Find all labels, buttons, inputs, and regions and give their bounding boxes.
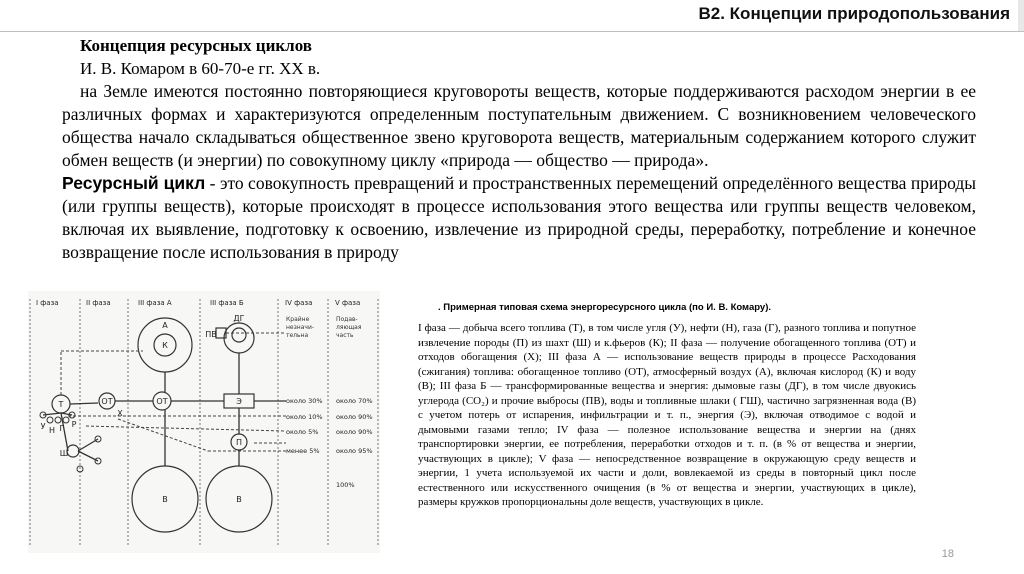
figure-caption-body: I фаза — добыча всего топлива (Т), в том числе угля (У), нефти (Н), газа (Г), разного топлива и попутное извлечение породы (П) из шахт (Ш) и к.фьеров (К); II фаза — получение обогащенного топлива (ОТ) и отходов обогащения (Х); III фаза А — использование веществ природы в процессе Расходования (сжигания) топлива: обогащенное топливо (ОТ), атмосферный воздух (А), включая кислород (К) и воду (В); III фаза Б — трансформированные вещества и энергия: дымовые газы (ДГ), в том числе двуокись углерода (CO₂) и прочие выбросы (ПВ), воды и топливные шлаки ( ГШ), частично загрязненная вода (В) с учетом потерь от испарения, инфильтрации и т. п., энергия (Э), включая отводимое с водой и дымовыми газами тепло; IV фаза — полезное использование вещества и энергии на (днях транспортировки энергии, ее потребления, переработки отходов и т. п. (в % от вещества и энергии, участвующих в цикле); V фаза — непосредственное возвращение в окружающую среду веществ и энергии, 1 учета используемой их части и доли, вовлекаемой из среды в повторный цикл после естественного или искусственного очищения (в % от вещества и энергии, участвующих в цикле), размеры кружков пропорциональны доле веществ, участвующих в цикле.	[418, 322, 916, 508]
row-4-v: около 95%	[336, 447, 373, 455]
header-divider	[0, 31, 1024, 32]
phase-header-1: I фаза	[36, 299, 59, 307]
node-v-left: В	[162, 495, 168, 504]
node-a: А	[162, 321, 168, 330]
row-5-v: 100%	[336, 481, 355, 489]
node-kh: Х	[117, 409, 123, 418]
node-n: Н	[48, 426, 56, 435]
circle-sh	[67, 445, 79, 457]
definition-paragraph	[62, 172, 976, 264]
phase-5-note: Подав-ляющая часть	[336, 316, 362, 339]
node-ot-2: ОТ	[156, 397, 168, 406]
row-2-iv: около 10%	[286, 413, 323, 421]
section-heading: Концепция ресурсных циклов	[80, 36, 312, 55]
row-1-v: около 70%	[336, 397, 373, 405]
phase-header-3a: III фаза А	[138, 299, 172, 307]
phase-header-2: II фаза	[86, 299, 111, 307]
author-line: И. В. Комаром в 60-70-е гг. ХХ в.	[80, 59, 321, 78]
node-p: П	[235, 438, 243, 447]
phase-header-3b: III фаза Б	[210, 299, 244, 307]
node-v-right: В	[236, 495, 242, 504]
node-u: У	[40, 422, 46, 431]
phase-header-4: IV фаза	[285, 299, 313, 307]
row-2-v: около 90%	[336, 413, 373, 421]
intro-paragraph: на Земле имеются постоянно повторяющиеся круговороты веществ, которые поддерживаются расходом энергии в ее различных формах и характеризуются определенным поступательным движением. С возникновением человеческого общества начало складываться общественное звено круговорота веществ, материальным содержанием которого служит обмен веществ (и энергии) по совокупному циклу «природа — общество — природа».	[62, 81, 976, 170]
row-1-iv: около 30%	[286, 397, 323, 405]
slide-title: В2. Концепции природопользования	[698, 4, 1010, 23]
page-number: 18	[941, 548, 954, 560]
phase-4-note: Крайне незначи-тельна	[286, 316, 315, 339]
node-pv: ПВ	[205, 330, 217, 339]
definition-term: Ресурсный цикл	[62, 173, 206, 193]
phase-header-5: V фаза	[335, 299, 361, 307]
node-g: Г	[59, 424, 65, 433]
main-text	[62, 34, 976, 264]
row-3-v: около 90%	[336, 428, 373, 436]
row-3-iv: около 5%	[286, 428, 319, 436]
definition-text: - это совокупность превращений и пространственных перемещений определённого вещества природы (или группы веществ), которые происходят в процессе использования этого вещества или группы веществ человеком, включая их выявление, подготовку к освоению, извлечение из природной среды, переработку, потребление и конечное возвращение после использования в природу	[62, 173, 977, 262]
energy-cycle-diagram	[28, 291, 380, 553]
node-sh: Ш	[59, 449, 69, 458]
node-k: К	[162, 341, 168, 350]
node-ot-1: ОТ	[101, 397, 113, 406]
node-dg: ДГ	[233, 314, 245, 323]
figure-caption-title: . Примерная типовая схема энергоресурсного цикла (по И. В. Комару).	[438, 302, 772, 313]
node-e: Э	[236, 397, 242, 406]
header-accent	[1018, 0, 1024, 31]
slide-header	[0, 0, 1024, 34]
node-r: Р	[71, 420, 77, 429]
node-t: Т	[58, 400, 64, 409]
circle-dg-inner	[232, 328, 246, 342]
row-4-iv: менее 5%	[286, 447, 320, 455]
